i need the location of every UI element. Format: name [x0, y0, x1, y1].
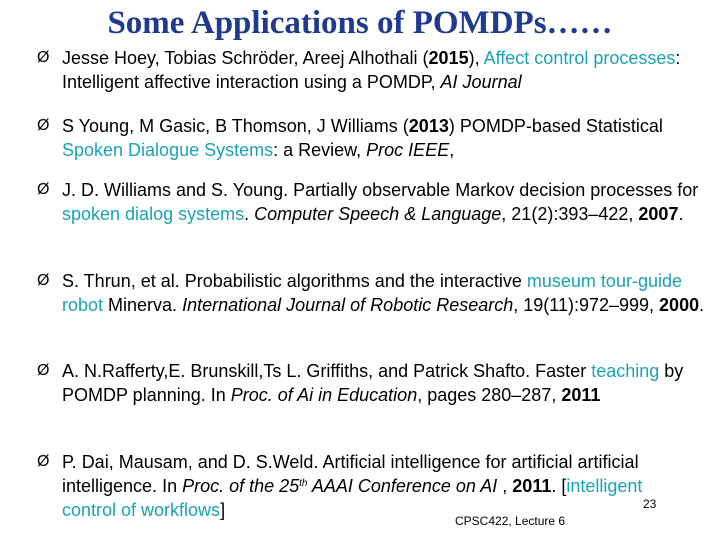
reference-venue: Proc IEEE — [366, 140, 450, 160]
reference-venue: Computer Speech & Language — [254, 204, 502, 224]
arrow-bullet-icon: Ø — [37, 272, 50, 289]
arrow-bullet-icon: Ø — [37, 453, 50, 470]
arrow-bullet-icon: Ø — [37, 181, 50, 198]
reference-year: 2013 — [408, 116, 449, 136]
reference-venue: AI Journal — [440, 72, 522, 92]
arrow-bullet-icon: Ø — [37, 49, 50, 66]
reference-item — [37, 450, 647, 522]
reference-year: 2011 — [561, 385, 601, 405]
slide-number: 23 — [643, 497, 657, 511]
reference-text: Jesse Hoey, Tobias Schröder, Areej Alhothali (2015), Affect control processes: Intelligent affective interaction using a POMDP, AI Journal — [62, 48, 681, 92]
arrow-bullet-icon: Ø — [37, 362, 50, 379]
reference-topic: intelligent control of workflows — [62, 476, 643, 520]
reference-year: 2000 — [659, 295, 700, 315]
reference-topic: Spoken Dialogue Systems — [62, 140, 274, 160]
reference-item — [37, 46, 707, 94]
reference-year: 2015 — [428, 48, 469, 68]
reference-authors: S Young, M Gasic, B Thomson, J Williams ( — [62, 116, 409, 136]
reference-year: 2011 — [512, 476, 552, 496]
slide-footer: CPSC422, Lecture 6 — [455, 514, 566, 528]
slide-title: Some Applications of POMDPs…… — [107, 5, 613, 41]
reference-text: S. Thrun, et al. Probabilistic algorithms and the interactive museum tour-guide robot Minerva. International Journal of Robotic Research, 19(11):972–999, 2000. — [62, 271, 705, 315]
reference-venue: Proc. of the 25th AAAI Conference on AI — [182, 476, 498, 496]
reference-item — [37, 114, 707, 162]
reference-item — [37, 178, 707, 226]
reference-topic: teaching — [591, 361, 660, 381]
reference-topic: Affect control processes — [483, 48, 676, 68]
reference-text: P. Dai, Mausam, and D. S.Weld. Artificial intelligence for artificial artificial intelligence. In Proc. of the 25th AAAI Conference on AI , 2011. [intelligent control of workflows] — [62, 452, 643, 520]
reference-item — [37, 269, 707, 317]
reference-text: J. D. Williams and S. Young. Partially observable Markov decision processes for spoken dialog systems. Computer Speech & Language, 21(2):393–422, 2007. — [62, 180, 699, 224]
reference-year: 2007 — [638, 204, 679, 224]
reference-authors: Jesse Hoey, Tobias Schröder, Areej Alhothali ( — [62, 48, 429, 68]
reference-topic: museum tour-guide robot — [62, 271, 682, 315]
reference-venue: International Journal of Robotic Research — [182, 295, 514, 315]
arrow-bullet-icon: Ø — [37, 117, 50, 134]
reference-text: A. N.Rafferty,E. Brunskill,Ts L. Griffiths, and Patrick Shafto. Faster teaching by POMDP planning. In Proc. of Ai in Education, pages 280–287, 2011 — [62, 361, 684, 405]
reference-venue: Proc. of Ai in Education — [230, 385, 418, 405]
reference-topic: spoken dialog systems — [62, 204, 245, 224]
reference-title: : Intelligent affective interaction using a POMDP, — [62, 48, 681, 92]
reference-item — [37, 359, 707, 407]
reference-text: S Young, M Gasic, B Thomson, J Williams (2013) POMDP-based Statistical Spoken Dialogue Systems: a Review, Proc IEEE, — [62, 116, 663, 160]
